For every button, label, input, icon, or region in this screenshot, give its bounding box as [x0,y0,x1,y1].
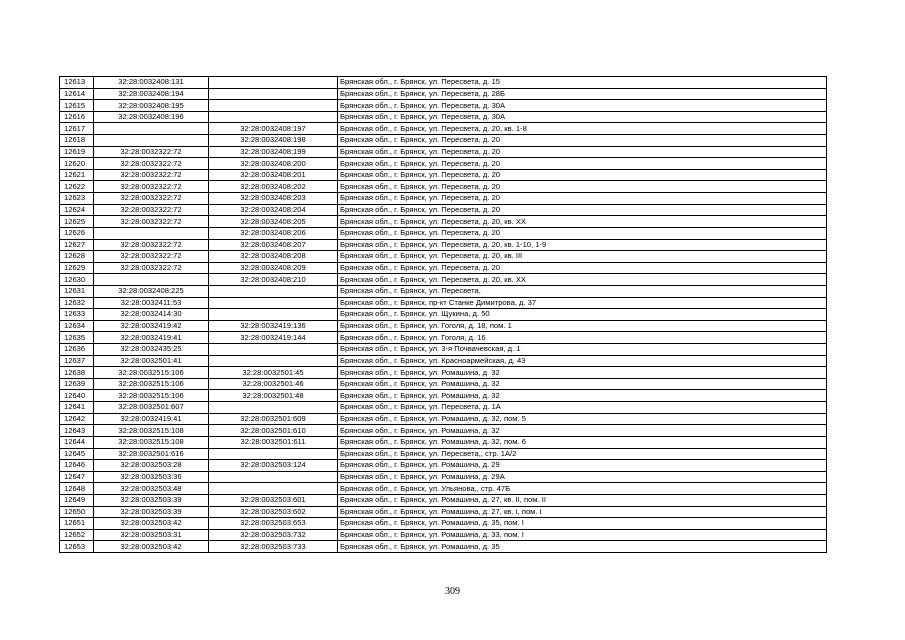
land-cadastral-number-cell: 32:28:0032419:41 [94,332,209,344]
building-cadastral-number-cell [209,448,338,460]
land-cadastral-number-cell [94,274,209,286]
building-cadastral-number-cell: 32:28:0032408:204 [209,204,338,216]
row-number-cell: 12652 [60,529,94,541]
building-cadastral-number-cell [209,309,338,321]
row-number-cell: 12643 [60,425,94,437]
table-row [60,448,827,460]
row-number-cell: 12623 [60,193,94,205]
land-cadastral-number-cell: 32:28:0032322:72 [94,181,209,193]
land-cadastral-number-cell: 32:28:0032322:72 [94,193,209,205]
building-cadastral-number-cell: 32:28:0032503:733 [209,541,338,553]
land-cadastral-number-cell: 32:28:0032414:30 [94,309,209,321]
row-number-cell: 12648 [60,483,94,495]
row-number-cell: 12651 [60,518,94,530]
address-cell: Брянская обл., г. Брянск, ул. Пересвета, [338,285,827,297]
address-cell: Брянская обл., г. Брянск, ул. Ульянова,, стр. 47Б [338,483,827,495]
address-cell: Брянская обл., г. Брянск, ул. Ромашина, д. 33, пом. I [338,529,827,541]
table-row [60,100,827,112]
address-cell: Брянская обл., г. Брянск, пр-кт Станке Димитрова, д. 37 [338,297,827,309]
address-cell: Брянская обл., г. Брянск, ул. Пересвета, д. 30А [338,100,827,112]
land-cadastral-number-cell: 32:28:0032515:106 [94,390,209,402]
land-cadastral-number-cell: 32:28:0032419:41 [94,413,209,425]
land-cadastral-number-cell: 32:28:0032322:72 [94,158,209,170]
land-cadastral-number-cell [94,135,209,147]
land-cadastral-number-cell: 32:28:0032322:72 [94,169,209,181]
row-number-cell: 12638 [60,367,94,379]
row-number-cell: 12639 [60,378,94,390]
address-cell: Брянская обл., г. Брянск, ул. Гоголя, д. 18, пом. 1 [338,320,827,332]
building-cadastral-number-cell: 32:28:0032408:208 [209,251,338,263]
land-cadastral-number-cell: 32:28:0032322:72 [94,146,209,158]
table-row [60,262,827,274]
address-cell: Брянская обл., г. Брянск, ул. Ромашина, д. 29А [338,471,827,483]
land-cadastral-number-cell: 32:28:0032515:106 [94,378,209,390]
land-cadastral-number-cell [94,227,209,239]
row-number-cell: 12616 [60,111,94,123]
land-cadastral-number-cell: 32:28:0032411:53 [94,297,209,309]
row-number-cell: 12629 [60,262,94,274]
address-cell: Брянская обл., г. Брянск, ул. Пересвета, д. 20 [338,227,827,239]
land-cadastral-number-cell: 32:28:0032408:195 [94,100,209,112]
address-cell: Брянская обл., г. Брянск, ул. Ромашина, д. 35, пом. I [338,518,827,530]
address-cell: Брянская обл., г. Брянск, ул. Пересвета, д. 15 [338,77,827,89]
row-number-cell: 12653 [60,541,94,553]
address-cell: Брянская обл., г. Брянск, ул. Пересвета, д. 28Б [338,88,827,100]
table-row [60,320,827,332]
table-row [60,494,827,506]
building-cadastral-number-cell: 32:28:0032419:144 [209,332,338,344]
row-number-cell: 12644 [60,436,94,448]
table-row [60,332,827,344]
table-row [60,471,827,483]
building-cadastral-number-cell [209,111,338,123]
table-row [60,204,827,216]
building-cadastral-number-cell [209,483,338,495]
address-cell: Брянская обл., г. Брянск, ул. Щукина, д. 50 [338,309,827,321]
building-cadastral-number-cell: 32:28:0032503:602 [209,506,338,518]
land-cadastral-number-cell: 32:28:0032408:131 [94,77,209,89]
row-number-cell: 12632 [60,297,94,309]
table-row [60,378,827,390]
table-row [60,88,827,100]
table-row [60,146,827,158]
land-cadastral-number-cell: 32:28:0032515:108 [94,436,209,448]
land-cadastral-number-cell: 32:28:0032408:196 [94,111,209,123]
building-cadastral-number-cell: 32:28:0032408:205 [209,216,338,228]
row-number-cell: 12634 [60,320,94,332]
cadastral-table [59,76,827,553]
table-row [60,77,827,89]
land-cadastral-number-cell: 32:28:0032503:39 [94,506,209,518]
address-cell: Брянская обл., г. Брянск, ул. Пересвета, д. 20, кв. 1-8 [338,123,827,135]
address-cell: Брянская обл., г. Брянск, ул. Пересвета, д. 20, кв. XX [338,274,827,286]
land-cadastral-number-cell: 32:28:0032503:28 [94,460,209,472]
row-number-cell: 12620 [60,158,94,170]
land-cadastral-number-cell: 32:28:0032501:607 [94,402,209,414]
table-row [60,227,827,239]
building-cadastral-number-cell: 32:28:0032408:202 [209,181,338,193]
table-row [60,460,827,472]
table-row [60,123,827,135]
address-cell: Брянская обл., г. Брянск, ул. Ромашина, д. 32 [338,378,827,390]
land-cadastral-number-cell: 32:28:0032501:616 [94,448,209,460]
table-row [60,193,827,205]
land-cadastral-number-cell: 32:28:0032322:72 [94,251,209,263]
address-cell: Брянская обл., г. Брянск, ул. Ромашина, д. 29 [338,460,827,472]
address-cell: Брянская обл., г. Брянск, ул. Пересвета, д. 20 [338,169,827,181]
building-cadastral-number-cell [209,77,338,89]
building-cadastral-number-cell [209,355,338,367]
table-row [60,216,827,228]
land-cadastral-number-cell: 32:28:0032503:39 [94,494,209,506]
row-number-cell: 12625 [60,216,94,228]
table-row [60,529,827,541]
building-cadastral-number-cell: 32:28:0032408:209 [209,262,338,274]
address-cell: Брянская обл., г. Брянск, ул. Ромашина, д. 32 [338,425,827,437]
table-row [60,355,827,367]
row-number-cell: 12628 [60,251,94,263]
address-cell: Брянская обл., г. Брянск, ул. Пересвета, д. 20, кв. III [338,251,827,263]
row-number-cell: 12647 [60,471,94,483]
land-cadastral-number-cell: 32:28:0032503:31 [94,529,209,541]
building-cadastral-number-cell [209,471,338,483]
land-cadastral-number-cell: 32:28:0032408:194 [94,88,209,100]
building-cadastral-number-cell: 32:28:0032408:203 [209,193,338,205]
row-number-cell: 12650 [60,506,94,518]
row-number-cell: 12626 [60,227,94,239]
address-cell: Брянская обл., г. Брянск, ул. Пересвета,, стр. 1А/2 [338,448,827,460]
land-cadastral-number-cell: 32:28:0032503:48 [94,483,209,495]
address-cell: Брянская обл., г. Брянск, ул. Пересвета, д. 20, кв. 1-10, 1-9 [338,239,827,251]
table-row [60,297,827,309]
address-cell: Брянская обл., г. Брянск, ул. Пересвета, д. 20 [338,181,827,193]
building-cadastral-number-cell: 32:28:0032408:210 [209,274,338,286]
row-number-cell: 12618 [60,135,94,147]
building-cadastral-number-cell: 32:28:0032503:124 [209,460,338,472]
building-cadastral-number-cell: 32:28:0032408:201 [209,169,338,181]
building-cadastral-number-cell [209,285,338,297]
address-cell: Брянская обл., г. Брянск, ул. Пересвета, д. 20 [338,204,827,216]
table-row [60,541,827,553]
row-number-cell: 12624 [60,204,94,216]
address-cell: Брянская обл., г. Брянск, ул. Пересвета, д. 20 [338,193,827,205]
building-cadastral-number-cell [209,297,338,309]
building-cadastral-number-cell: 32:28:0032503:601 [209,494,338,506]
building-cadastral-number-cell: 32:28:0032503:653 [209,518,338,530]
table-row [60,309,827,321]
table-row [60,111,827,123]
building-cadastral-number-cell: 32:28:0032419:136 [209,320,338,332]
address-cell: Брянская обл., г. Брянск, ул. 3-я Почвачевская, д. 1 [338,344,827,356]
address-cell: Брянская обл., г. Брянск, ул. Красноармейская, д. 43 [338,355,827,367]
row-number-cell: 12641 [60,402,94,414]
building-cadastral-number-cell: 32:28:0032501:48 [209,390,338,402]
address-cell: Брянская обл., г. Брянск, ул. Ромашина, д. 32, пом. 5 [338,413,827,425]
building-cadastral-number-cell: 32:28:0032408:199 [209,146,338,158]
land-cadastral-number-cell: 32:28:0032322:72 [94,216,209,228]
page-number: 309 [445,586,460,597]
row-number-cell: 12637 [60,355,94,367]
building-cadastral-number-cell: 32:28:0032501:609 [209,413,338,425]
land-cadastral-number-cell: 32:28:0032503:42 [94,518,209,530]
land-cadastral-number-cell: 32:28:0032419:42 [94,320,209,332]
land-cadastral-number-cell: 32:28:0032408:225 [94,285,209,297]
land-cadastral-number-cell: 32:28:0032322:72 [94,239,209,251]
table-row [60,251,827,263]
land-cadastral-number-cell: 32:28:0032322:72 [94,262,209,274]
building-cadastral-number-cell: 32:28:0032408:198 [209,135,338,147]
table-row [60,506,827,518]
table-row [60,344,827,356]
address-cell: Брянская обл., г. Брянск, ул. Пересвета, д. 20 [338,158,827,170]
address-cell: Брянская обл., г. Брянск, ул. Пересвета, д. 1А [338,402,827,414]
table-row [60,285,827,297]
row-number-cell: 12635 [60,332,94,344]
building-cadastral-number-cell: 32:28:0032408:206 [209,227,338,239]
land-cadastral-number-cell: 32:28:0032501:41 [94,355,209,367]
land-cadastral-number-cell: 32:28:0032322:72 [94,204,209,216]
table-row [60,135,827,147]
building-cadastral-number-cell: 32:28:0032408:197 [209,123,338,135]
building-cadastral-number-cell: 32:28:0032501:611 [209,436,338,448]
address-cell: Брянская обл., г. Брянск, ул. Ромашина, д. 32 [338,367,827,379]
land-cadastral-number-cell: 32:28:0032503:36 [94,471,209,483]
table-row [60,169,827,181]
land-cadastral-number-cell: 32:28:0032515:106 [94,367,209,379]
address-cell: Брянская обл., г. Брянск, ул. Пересвета, д. 20 [338,146,827,158]
row-number-cell: 12614 [60,88,94,100]
address-cell: Брянская обл., г. Брянск, ул. Гоголя, д. 16 [338,332,827,344]
table-row [60,158,827,170]
row-number-cell: 12642 [60,413,94,425]
building-cadastral-number-cell: 32:28:0032503:732 [209,529,338,541]
building-cadastral-number-cell [209,100,338,112]
building-cadastral-number-cell [209,402,338,414]
address-cell: Брянская обл., г. Брянск, ул. Пересвета, д. 20, кв. XX [338,216,827,228]
row-number-cell: 12649 [60,494,94,506]
land-cadastral-number-cell: 32:28:0032515:108 [94,425,209,437]
table-body [60,77,827,553]
row-number-cell: 12645 [60,448,94,460]
building-cadastral-number-cell: 32:28:0032501:45 [209,367,338,379]
row-number-cell: 12622 [60,181,94,193]
table-row [60,413,827,425]
row-number-cell: 12646 [60,460,94,472]
building-cadastral-number-cell: 32:28:0032501:610 [209,425,338,437]
building-cadastral-number-cell [209,88,338,100]
table-row [60,181,827,193]
table-row [60,274,827,286]
building-cadastral-number-cell: 32:28:0032408:200 [209,158,338,170]
land-cadastral-number-cell: 32:28:0032503:42 [94,541,209,553]
table-row [60,425,827,437]
building-cadastral-number-cell: 32:28:0032408:207 [209,239,338,251]
row-number-cell: 12627 [60,239,94,251]
row-number-cell: 12630 [60,274,94,286]
row-number-cell: 12619 [60,146,94,158]
table-row [60,518,827,530]
building-cadastral-number-cell [209,344,338,356]
table-row [60,402,827,414]
row-number-cell: 12631 [60,285,94,297]
table-row [60,390,827,402]
row-number-cell: 12617 [60,123,94,135]
address-cell: Брянская обл., г. Брянск, ул. Ромашина, д. 32, пом. 6 [338,436,827,448]
table-row [60,239,827,251]
building-cadastral-number-cell: 32:28:0032501:46 [209,378,338,390]
row-number-cell: 12621 [60,169,94,181]
row-number-cell: 12640 [60,390,94,402]
address-cell: Брянская обл., г. Брянск, ул. Пересвета, д. 20 [338,262,827,274]
row-number-cell: 12613 [60,77,94,89]
table-row [60,483,827,495]
land-cadastral-number-cell [94,123,209,135]
address-cell: Брянская обл., г. Брянск, ул. Пересвета, д. 20 [338,135,827,147]
address-cell: Брянская обл., г. Брянск, ул. Ромашина, д. 32 [338,390,827,402]
row-number-cell: 12636 [60,344,94,356]
address-cell: Брянская обл., г. Брянск, ул. Ромашина, д. 27, кв. II, пом. II [338,494,827,506]
address-cell: Брянская обл., г. Брянск, ул. Пересвета, д. 30А [338,111,827,123]
row-number-cell: 12633 [60,309,94,321]
table-row [60,436,827,448]
address-cell: Брянская обл., г. Брянск, ул. Ромашина, д. 27, кв. I, пом. I [338,506,827,518]
address-cell: Брянская обл., г. Брянск, ул. Ромашина, д. 35 [338,541,827,553]
row-number-cell: 12615 [60,100,94,112]
land-cadastral-number-cell: 32:28:0032435:25 [94,344,209,356]
table-row [60,367,827,379]
